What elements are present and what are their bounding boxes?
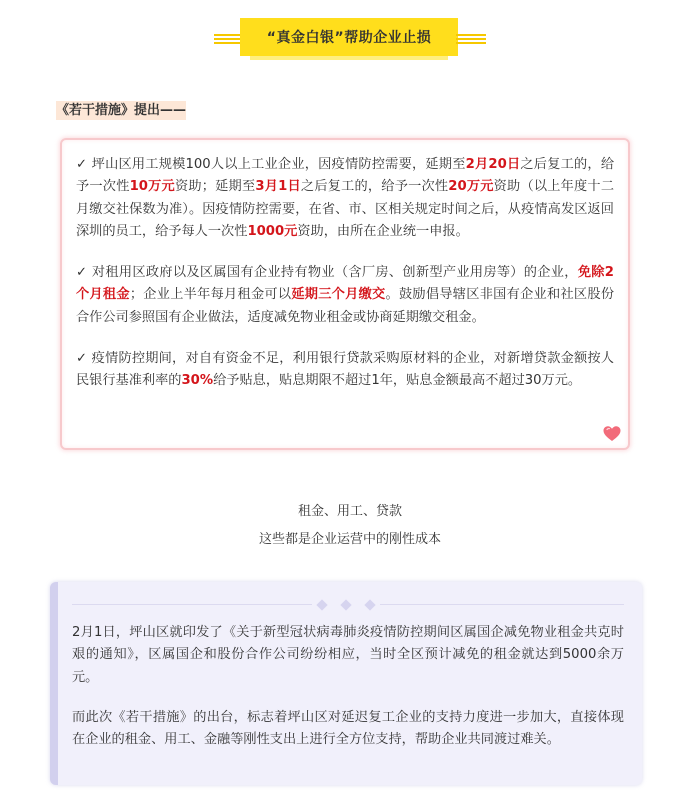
middle-line-2: 这些都是企业运营中的刚性成本 <box>258 532 441 547</box>
highlight-text: 20万元 <box>448 179 494 195</box>
heart-icon <box>602 424 622 444</box>
note-text <box>72 622 624 769</box>
diamond-icon <box>316 599 327 610</box>
measure-text: ✓ 对租用区政府以及区属国有企业持有物业（含厂房、创新型产业用房等）的企业， <box>76 265 578 281</box>
section-heading <box>56 99 186 118</box>
note-side-bar <box>50 582 58 785</box>
stripes-decoration-right <box>456 34 486 44</box>
measure-text: ✓ 坪山区用工规模100人以上工业企业，因疫情防控需要，延期至 <box>76 157 466 172</box>
measure-text: 给予贴息，贴息期限不超过1年，贴息金额最高不超过30万元。 <box>213 373 582 389</box>
highlight-text: 30% <box>181 373 214 389</box>
divider-line-right <box>380 604 624 605</box>
measures-list <box>76 154 614 412</box>
note-paragraph-2: 而此次《若干措施》的出台，标志着坪山区对延迟复工企业的支持力度进一步加大，直接体现在企业的租金、用工、金融等刚性支出上进行全方位支持，帮助企业共同渡过难关。 <box>72 709 624 748</box>
highlight-text: 10万元 <box>129 179 175 195</box>
measure-text: 资助，由所在企业统一申报。 <box>297 223 469 239</box>
banner-title: “真金白银”帮助企业止损 <box>240 18 458 56</box>
highlight-text: 3月1日 <box>255 179 301 195</box>
measure-text: ；企业上半年每月租金可以 <box>129 287 292 303</box>
measure-text: 之后复工的，给予一次性 <box>76 157 615 195</box>
measure-text: 资助；延期至 <box>174 179 256 195</box>
measures-box <box>60 138 630 450</box>
diamond-divider <box>318 598 374 612</box>
diamond-icon <box>340 599 351 610</box>
middle-line-1: 租金、用工、贷款 <box>297 504 402 519</box>
highlight-text: 延期三个月缴交 <box>291 287 386 303</box>
highlight-text: 1000元 <box>247 223 298 239</box>
diamond-icon <box>364 599 375 610</box>
note-box <box>50 582 642 785</box>
note-paragraph-1: 2月1日，坪山区就印发了《关于新型冠状病毒肺炎疫情防控期间区属国企减免物业租金共克时艰的通知》，区属国企和股份合作公司纷纷相应，当时全区预计减免的租金就达到5000余万元。 <box>72 625 624 685</box>
measure-item <box>76 154 614 243</box>
highlight-text: 2月20日 <box>465 157 521 172</box>
measure-text: 资助（以上年度十二月缴交社保数为准）。因疫情防控需要，在省、市、区相关规定时间之后，从疫情高发区返回深圳的员工，给予每人一次性 <box>76 179 615 239</box>
measure-text: 。鼓励倡导辖区非国有企业和社区股份合作公司参照国有企业做法，适度减免物业租金或协商延期缴交租金。 <box>76 287 615 325</box>
measure-item <box>76 262 614 329</box>
section-heading-text: 《若干措施》提出—— <box>56 103 187 118</box>
divider-line-left <box>72 604 312 605</box>
banner-underline <box>250 56 448 60</box>
title-banner <box>0 18 700 62</box>
measure-item <box>76 348 614 393</box>
measure-text: ✓ 疫情防控期间，对自有资金不足，利用银行贷款采购原材料的企业，对新增贷款金额按人民银行基准利率的 <box>76 351 614 389</box>
measure-text: 之后复工的，给予一次性 <box>300 179 449 195</box>
highlight-text: 免除2个月租金 <box>76 265 614 303</box>
